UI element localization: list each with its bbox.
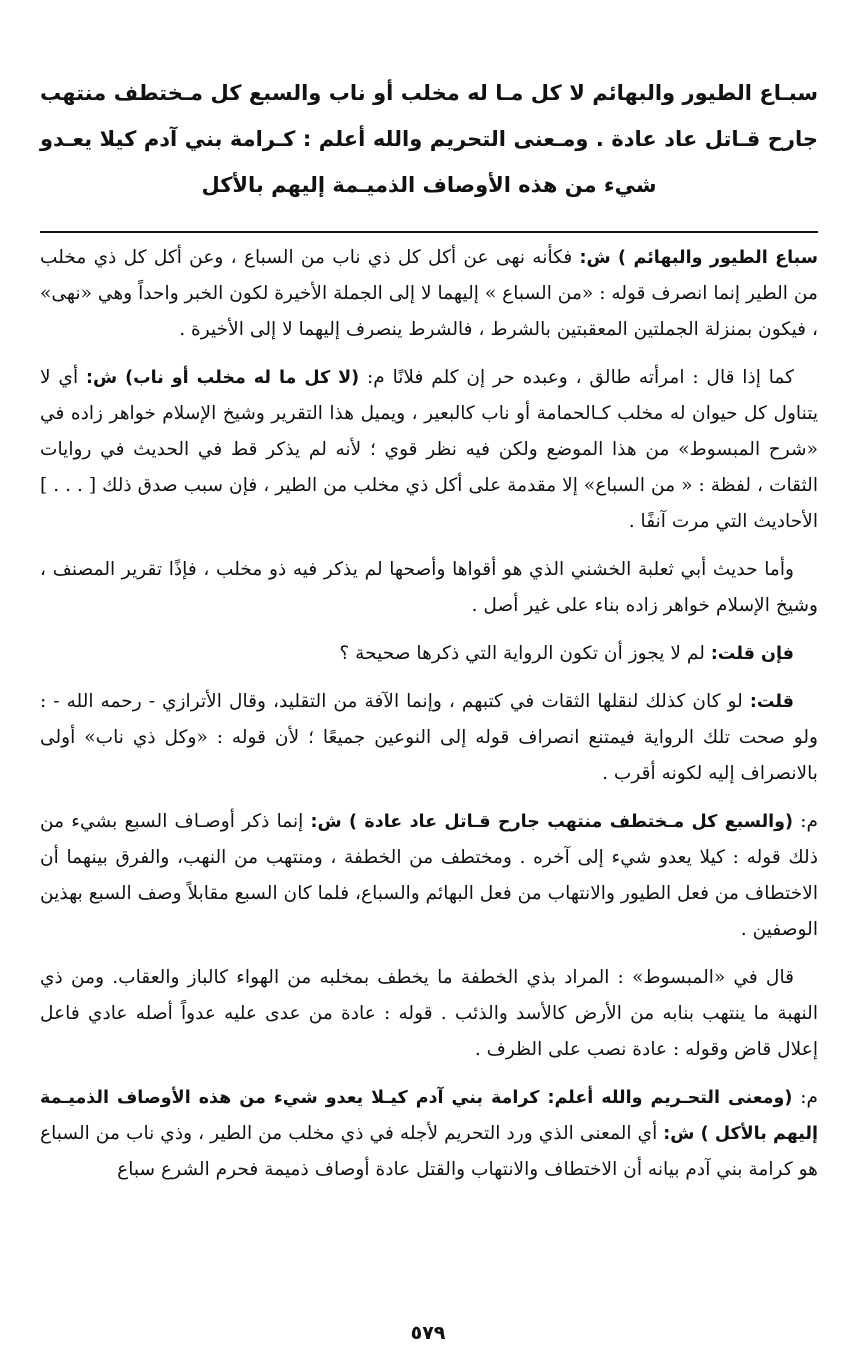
paragraph-8 — [40, 1080, 818, 1188]
page-number: ٥٧٩ — [410, 1322, 446, 1344]
paragraph-5-lead: قلت: — [749, 692, 794, 712]
paragraph-8-lead: (ومعنى التحـريم والله أعلم: كرامة بني آدم كيـلا يعدو شيء من هذه الأوصاف الذميـمة إليهم بالأكل ) ش: — [40, 1088, 818, 1144]
matn-text: سبـاع الطيور والبهائم لا كل مـا له مخلب أو ناب والسبع كل مـختطف منتهب جارح قـاتل عاد عادة . ومـعنى التحريم والله أعلم : كـرامة بني آدم كيلا يعـدو شيء من هذه الأوصاف الذميـمة إليهم بالأكل — [40, 81, 818, 197]
paragraph-6-pre: م: — [793, 811, 819, 832]
paragraph-7: قال في «المبسوط» : المراد بذي الخطفة ما يخطف بمخلبه من الهواء كالباز والعقاب. ومن ذي النهبة ما ينتهب بنابه من الأرض كالأسد والذئب . قوله : عادة من عدى عليه عدواً أصله عادي فاعل إعلال قاض وقوله : عادة نصب على الظرف . — [40, 967, 818, 1060]
paragraph-2-text: أي لا يتناول كل حيوان له مخلب كـالحمامة أو ناب كالبعير ، ويميل هذا التقرير وشيخ الإسلام خواهر زاده في «شرح المبسوط» من هذا الموضع ولكن فيه نظر قوي ؛ لأنه لم يذكر قط في الحديث في روايات الثقات ، لفظة : « من السباع» إلا مقدمة على أكل ذي مخلب من الطير ، فإن سبب صدق ذلك [ . . . ] الأحاديث التي مرت آنفًا . — [40, 367, 818, 532]
paragraph-4-text: لم لا يجوز أن تكون الرواية التي ذكرها صحيحة ؟ — [339, 643, 711, 664]
paragraph-3: وأما حديث أبي ثعلبة الخشني الذي هو أقواها وأصحها لم يذكر فيه ذو مخلب ، فإذًا تقرير المصنف ، وشيخ الإسلام خواهر زاده بناء على غير أصل . — [40, 559, 818, 616]
paragraph-2-lead: (لا كل ما له مخلب أو ناب) ش: — [85, 368, 360, 388]
paragraph-5 — [40, 684, 818, 792]
paragraph-4-lead: فإن قلت: — [710, 644, 794, 664]
commentary — [40, 240, 818, 1188]
paragraph-6-lead: (والسبع كل مـختطف منتهب جارح قـاتل عاد عادة ) ش: — [310, 812, 794, 832]
paragraph-8-text: أي المعنى الذي ورد التحريم لأجله في ذي مخلب من الطير ، وذي ناب من السباع هو كرامة بني آدم بيانه أن الاختطاف والانتهاب والقتل عادة أوصاف ذميمة فحرم الشرع سباع — [40, 1123, 818, 1180]
paragraph-6 — [40, 804, 818, 948]
paragraph-2-pre: كما إذا قال : امرأته طالق ، وعبده حر إن كلم فلانًا م: — [359, 367, 794, 388]
paragraph-1-lead: سباع الطيور والبهائم ) ش: — [579, 248, 818, 268]
paragraph-5-text: لو كان كذلك لنقلها الثقات في كتبهم ، وإنما الآفة من التقليد، وقال الأترازي - رحمه الله - : ولو صحت تلك الرواية فيمتنع انصراف قوله إلى النوعين جميعًا ؛ لأن قوله : «وكل ذي ناب» أولى بالانصراف إليه لكونه أقرب . — [40, 691, 818, 784]
paragraph-2 — [40, 360, 818, 540]
paragraph-6-text: إنما ذكر أوصـاف السبع بشيء من ذلك قوله : كيلا يعدو شيء إلى آخره . ومختطف من الخطفة ، ومنتهب من النهب، والفرق بينهما أن الاختطاف من فعل الطيور والانتهاب من فعل البهائم والسباع، فلما كان السبع مقابلاً وصف السبع بهذين الوصفين . — [39, 811, 818, 940]
paragraph-1 — [40, 240, 818, 348]
paragraph-1-text: فكأنه نهى عن أكل كل ذي ناب من السباع ، وعن أكل كل ذي مخلب من الطير إنما انصرف قوله : «من السباع » إليهما لا إلى الجملة الأخيرة لكون الخبر واحداً وهي «نهى» ، فيكون بمنزلة الجملتين المعقبتين بالشرط ، فالشرط ينصرف إليهما لا إلى الأخيرة . — [40, 247, 818, 340]
paragraph-4 — [40, 636, 818, 672]
separator-line — [40, 231, 818, 233]
paragraph-8-pre: م: — [792, 1087, 818, 1108]
